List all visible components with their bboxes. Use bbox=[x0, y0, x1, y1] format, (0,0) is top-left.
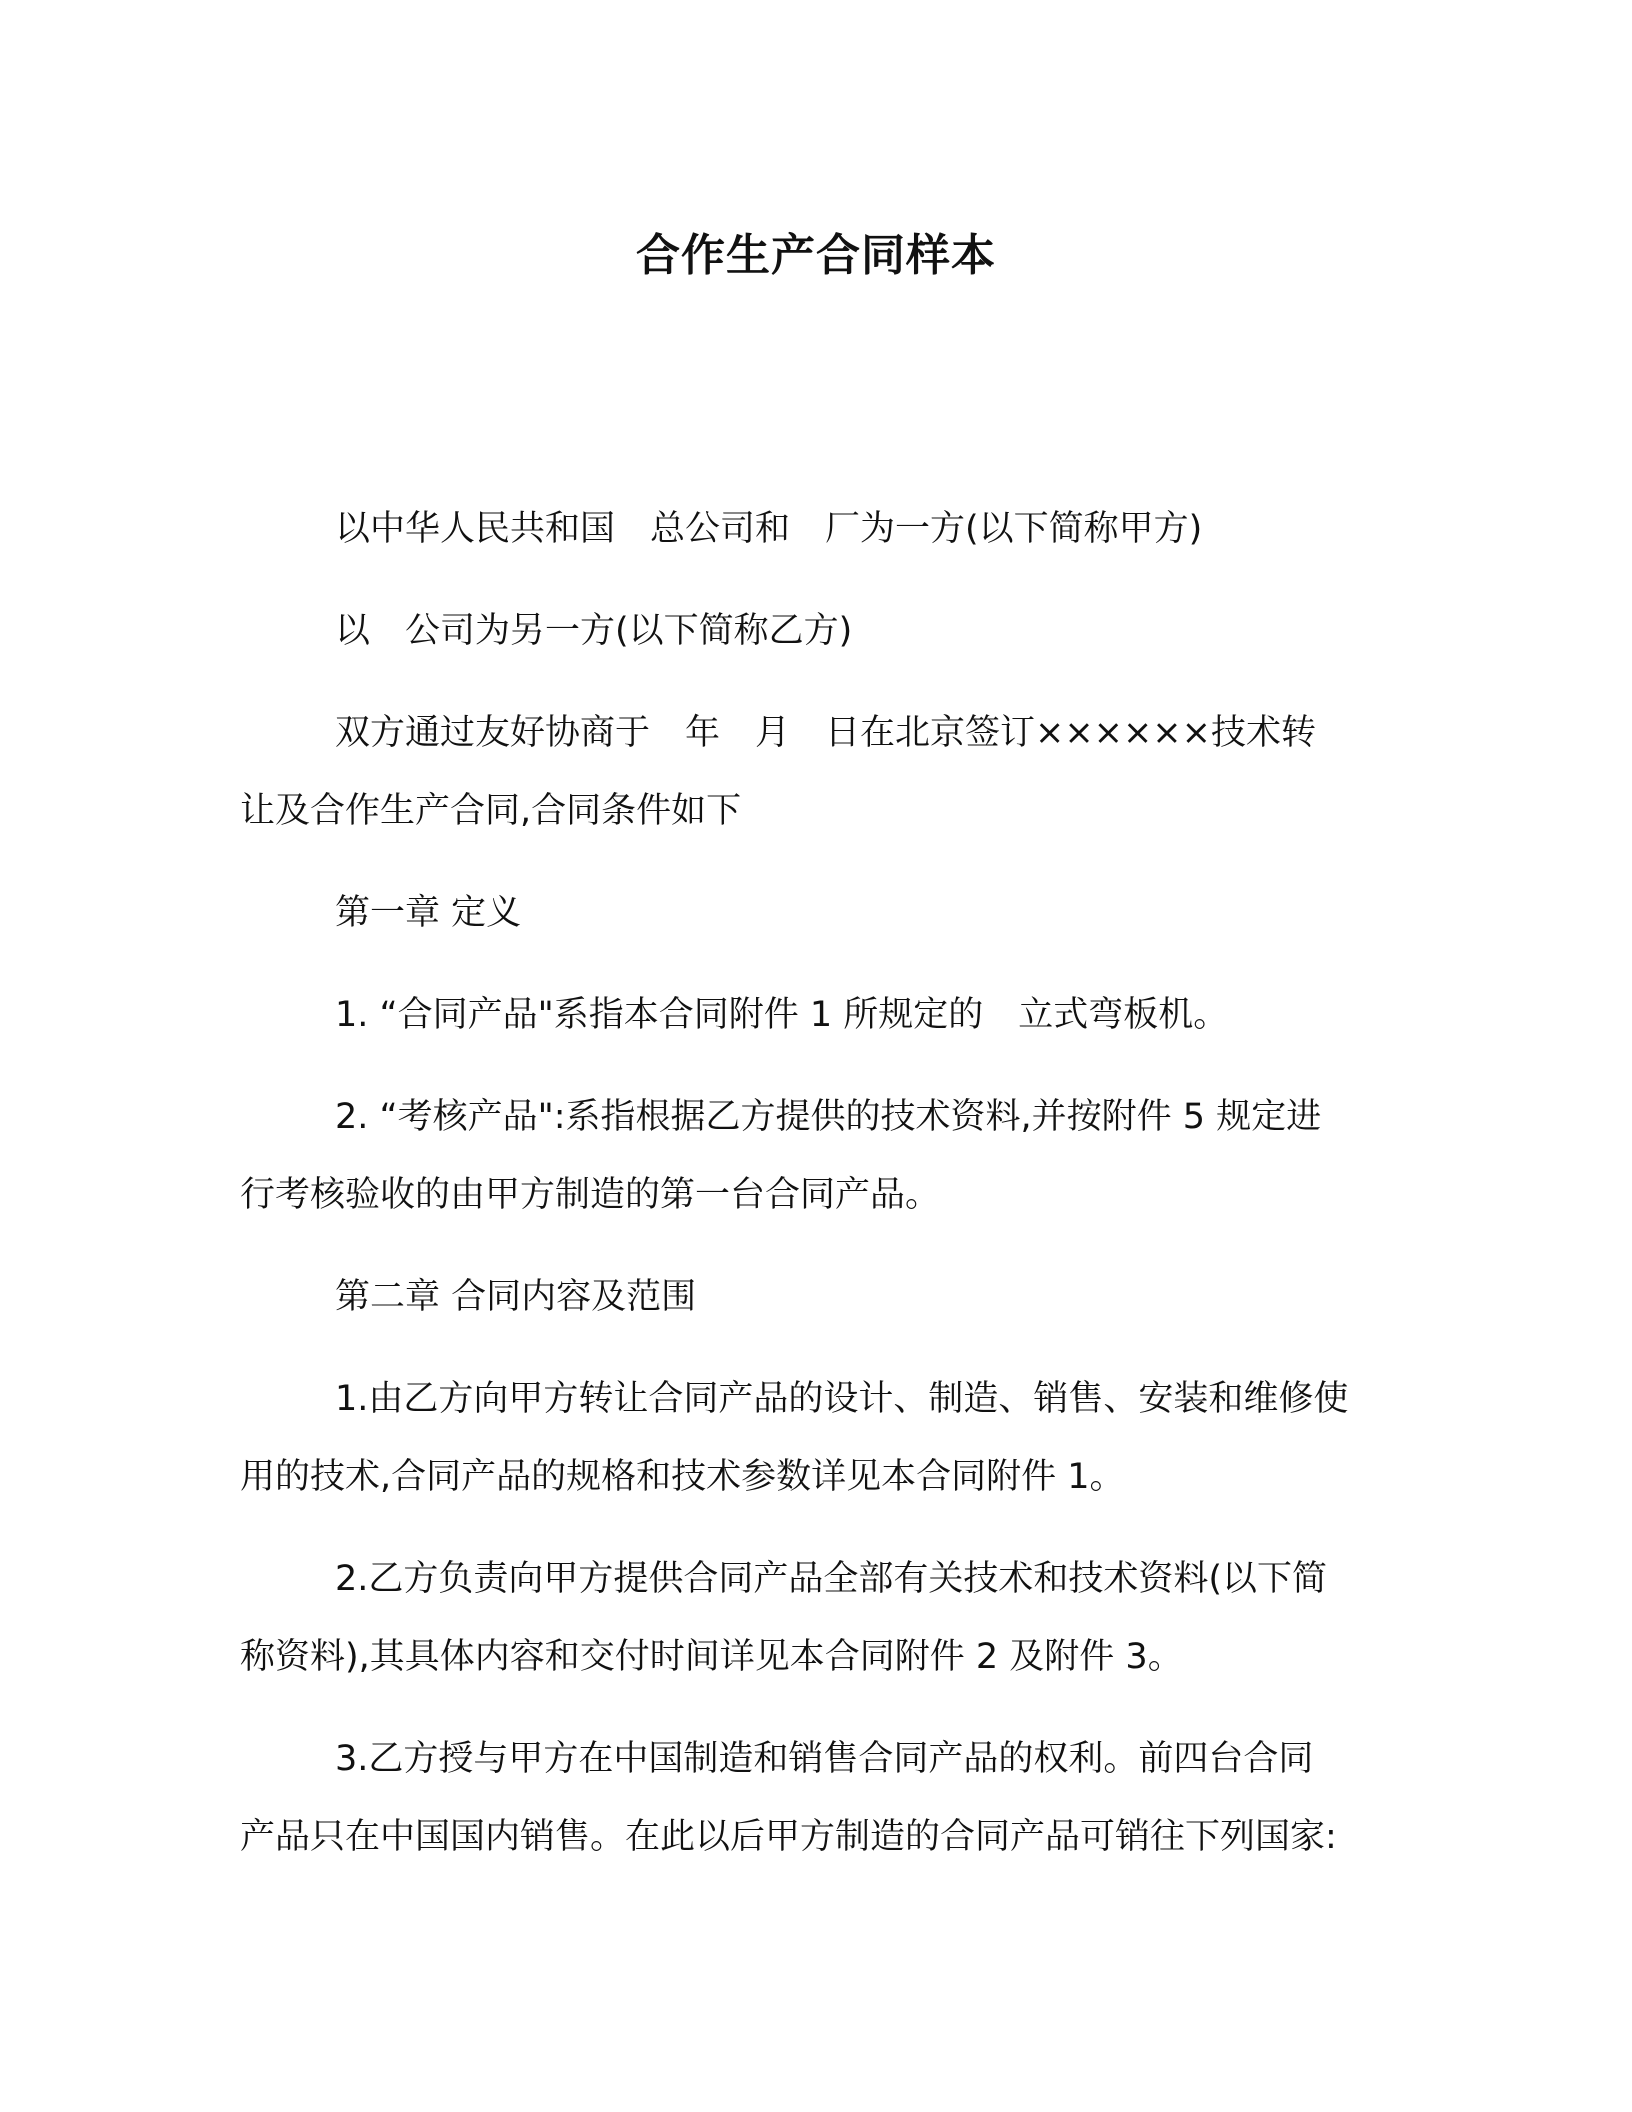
text-line: 让及合作生产合同,合同条件如下 bbox=[240, 791, 742, 831]
chapter-heading-1 bbox=[240, 874, 1390, 952]
text-line: 称资料),其具体内容和交付时间详见本合同附件 2 及附件 3。 bbox=[240, 1637, 1183, 1677]
document-title: 合作生产合同样本 bbox=[636, 230, 996, 281]
text-line: 1.由乙方向甲方转让合同产品的设计、制造、销售、安装和维修使 bbox=[335, 1379, 1349, 1419]
text-line: 第一章 定义 bbox=[335, 893, 522, 933]
text-line: 以中华人民共和国 总公司和 厂为一方(以下简称甲方) bbox=[335, 509, 1203, 549]
text-line: 行考核验收的由甲方制造的第一台合同产品。 bbox=[240, 1175, 941, 1215]
scope-item-1 bbox=[240, 1360, 1390, 1516]
text-line: 产品只在中国国内销售。在此以后甲方制造的合同产品可销往下列国家: bbox=[240, 1817, 1337, 1857]
paragraph-party-b bbox=[240, 592, 1390, 670]
chapter-heading-2 bbox=[240, 1258, 1390, 1336]
text-line: 2. “考核产品":系指根据乙方提供的技术资料,并按附件 5 规定进 bbox=[335, 1097, 1322, 1137]
text-line: 2.乙方负责向甲方提供合同产品全部有关技术和技术资料(以下简 bbox=[335, 1559, 1328, 1599]
text-line: 以 公司为另一方(以下简称乙方) bbox=[335, 611, 853, 651]
paragraph-party-a bbox=[240, 490, 1390, 568]
text-line: 1. “合同产品"系指本合同附件 1 所规定的 立式弯板机。 bbox=[335, 995, 1229, 1035]
scope-item-3 bbox=[240, 1720, 1390, 1876]
document-body bbox=[240, 490, 1390, 1900]
text-line: 3.乙方授与甲方在中国制造和销售合同产品的权利。前四台合同 bbox=[335, 1739, 1314, 1779]
scope-item-2 bbox=[240, 1540, 1390, 1696]
paragraph-agreement bbox=[240, 694, 1390, 850]
definition-item-2 bbox=[240, 1078, 1390, 1234]
text-line: 用的技术,合同产品的规格和技术参数详见本合同附件 1。 bbox=[240, 1457, 1125, 1497]
text-line: 第二章 合同内容及范围 bbox=[335, 1277, 697, 1317]
text-line: 双方通过友好协商于 年 月 日在北京签订××××××技术转 bbox=[335, 713, 1316, 753]
definition-item-1 bbox=[240, 976, 1390, 1054]
